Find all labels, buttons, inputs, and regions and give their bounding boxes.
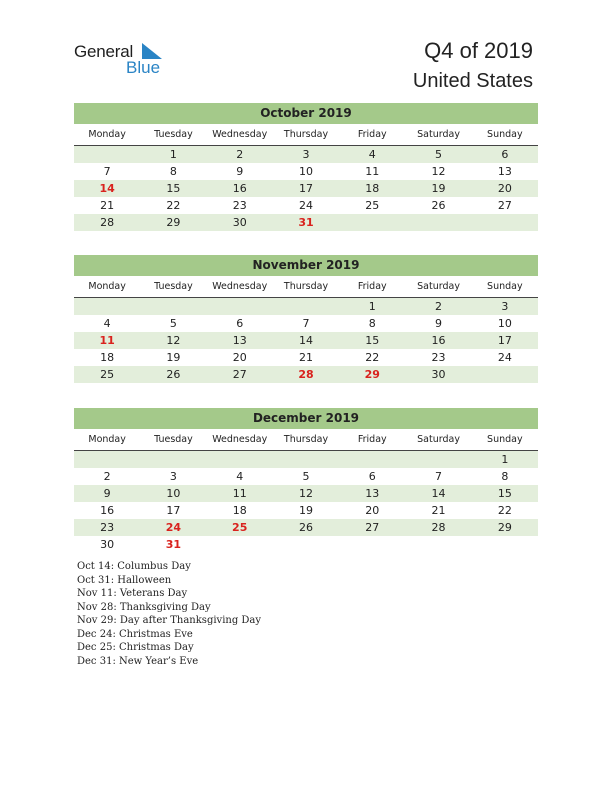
week-row	[74, 214, 538, 231]
weekday-label: Wednesday	[212, 129, 268, 140]
day-cell: 12	[166, 334, 181, 347]
month-november	[74, 255, 538, 383]
holiday-entry: Oct 14: Columbus Day	[77, 561, 191, 572]
weekday-label: Wednesday	[212, 281, 268, 292]
holiday-day-cell: 24	[165, 521, 182, 534]
day-cell	[207, 536, 273, 553]
week-row	[74, 298, 538, 315]
day-cell: 5	[169, 317, 177, 330]
day-cell: 29	[497, 521, 512, 534]
week-row	[74, 519, 538, 536]
day-cell: 5	[435, 148, 443, 161]
day-cell: 3	[169, 470, 177, 483]
weekday-label: Saturday	[417, 129, 460, 140]
day-cell	[74, 298, 140, 315]
weekday-label: Thursday	[283, 129, 329, 140]
day-cell: 19	[166, 351, 181, 364]
day-cell: 22	[365, 351, 380, 364]
month-title: December 2019	[74, 408, 538, 429]
day-cell: 23	[232, 199, 247, 212]
weekday-label: Tuesday	[154, 129, 193, 140]
quarter-title: Q4 of 2019	[424, 38, 533, 63]
day-cell	[472, 366, 538, 383]
day-cell	[74, 451, 140, 468]
day-cell: 17	[166, 504, 181, 517]
day-cell: 22	[497, 504, 512, 517]
day-cell: 17	[497, 334, 512, 347]
day-cell: 21	[100, 199, 115, 212]
day-cell: 13	[497, 165, 512, 178]
week-row	[74, 163, 538, 180]
day-cell	[405, 214, 471, 231]
day-cell: 7	[302, 317, 310, 330]
day-cell: 24	[298, 199, 313, 212]
day-cell	[273, 536, 339, 553]
holiday-day-cell: 29	[364, 368, 380, 381]
day-cell: 29	[166, 216, 181, 229]
day-cell	[472, 536, 538, 553]
holiday-entry: Nov 28: Thanksgiving Day	[77, 601, 211, 613]
logo-blue-text: Blue	[126, 58, 161, 77]
day-cell: 16	[100, 504, 115, 517]
day-cell: 19	[431, 182, 446, 195]
day-cell: 1	[169, 148, 177, 161]
day-cell	[140, 451, 206, 468]
weekday-label: Monday	[88, 281, 126, 292]
weekday-label: Tuesday	[154, 281, 193, 292]
day-cell: 10	[166, 487, 181, 500]
day-cell: 15	[365, 334, 380, 347]
holiday-entry: Dec 31: New Year’s Eve	[77, 655, 199, 667]
day-cell: 11	[365, 165, 380, 178]
day-cell: 25	[365, 199, 380, 212]
day-cell: 17	[298, 182, 313, 195]
weekday-header-row	[74, 126, 538, 146]
day-cell: 7	[103, 165, 111, 178]
day-cell: 18	[232, 504, 247, 517]
day-cell: 3	[501, 300, 509, 313]
day-cell: 12	[298, 487, 313, 500]
holiday-entry: Dec 24: Christmas Eve	[77, 628, 193, 640]
day-cell: 10	[497, 317, 512, 330]
day-cell: 6	[368, 470, 376, 483]
week-row	[74, 468, 538, 485]
logo-general-text: General	[74, 42, 134, 61]
day-cell: 21	[431, 504, 446, 517]
day-cell: 22	[166, 199, 181, 212]
week-row	[74, 315, 538, 332]
day-cell: 8	[169, 165, 177, 178]
day-cell: 9	[236, 165, 244, 178]
weekday-label: Sunday	[487, 281, 523, 292]
holiday-entry: Dec 25: Christmas Day	[77, 642, 194, 653]
day-cell: 30	[100, 538, 115, 551]
holiday-list	[77, 560, 261, 668]
month-title: October 2019	[74, 103, 538, 124]
day-cell: 15	[497, 487, 512, 500]
week-row	[74, 451, 538, 468]
holiday-day-cell: 11	[99, 334, 115, 347]
day-cell: 30	[431, 368, 446, 381]
weekday-label: Monday	[88, 434, 126, 445]
day-cell: 4	[103, 317, 111, 330]
day-cell: 30	[232, 216, 247, 229]
day-cell: 26	[298, 521, 313, 534]
weekday-label: Saturday	[417, 434, 460, 445]
day-cell	[273, 298, 339, 315]
day-cell	[339, 536, 405, 553]
day-cell: 14	[298, 334, 313, 347]
day-cell: 21	[298, 351, 313, 364]
weekday-label: Friday	[357, 129, 387, 140]
day-cell: 6	[236, 317, 244, 330]
day-cell: 27	[232, 368, 247, 381]
logo	[74, 40, 174, 78]
day-cell: 4	[236, 470, 244, 483]
day-cell: 6	[501, 148, 509, 161]
week-row	[74, 146, 538, 163]
day-cell: 25	[100, 368, 115, 381]
day-cell: 27	[365, 521, 380, 534]
month-december	[74, 408, 538, 553]
week-row	[74, 332, 538, 349]
day-cell: 18	[365, 182, 380, 195]
weekday-label: Friday	[357, 434, 387, 445]
day-cell: 16	[232, 182, 247, 195]
day-cell	[339, 214, 405, 231]
weekday-label: Tuesday	[154, 434, 193, 445]
day-cell: 16	[431, 334, 446, 347]
holiday-day-cell: 14	[99, 182, 115, 195]
day-cell: 2	[103, 470, 111, 483]
week-row	[74, 180, 538, 197]
day-cell: 28	[100, 216, 115, 229]
day-cell	[405, 536, 471, 553]
day-cell: 3	[302, 148, 310, 161]
day-cell: 13	[232, 334, 247, 347]
day-cell: 23	[100, 521, 115, 534]
holiday-entry: Oct 31: Halloween	[77, 574, 172, 586]
day-cell: 13	[365, 487, 380, 500]
day-cell: 27	[497, 199, 512, 212]
weekday-label: Thursday	[283, 281, 329, 292]
week-row	[74, 502, 538, 519]
day-cell: 11	[232, 487, 247, 500]
holiday-day-cell: 25	[232, 521, 248, 534]
day-cell: 20	[232, 351, 247, 364]
day-cell: 26	[166, 368, 181, 381]
day-cell: 8	[368, 317, 376, 330]
day-cell: 10	[298, 165, 313, 178]
holiday-entry: Nov 11: Veterans Day	[77, 588, 188, 599]
day-cell: 14	[431, 487, 446, 500]
holiday-day-cell: 28	[298, 368, 314, 381]
day-cell: 8	[501, 470, 509, 483]
day-cell: 26	[431, 199, 446, 212]
weekday-label: Wednesday	[212, 434, 268, 445]
day-cell	[207, 451, 273, 468]
day-cell	[273, 451, 339, 468]
day-cell	[405, 451, 471, 468]
country-name: United States	[412, 70, 533, 92]
weekday-label: Sunday	[487, 434, 523, 445]
day-cell: 1	[501, 453, 509, 466]
day-cell: 15	[166, 182, 181, 195]
weekday-header-row	[74, 431, 538, 451]
weekday-label: Saturday	[417, 281, 460, 292]
day-cell: 19	[298, 504, 313, 517]
weekday-label: Sunday	[487, 129, 523, 140]
day-cell: 1	[368, 300, 376, 313]
week-row	[74, 485, 538, 502]
holiday-day-cell: 31	[298, 216, 314, 229]
weekday-header-row	[74, 278, 538, 298]
day-cell: 28	[431, 521, 446, 534]
day-cell: 18	[100, 351, 115, 364]
day-cell: 9	[435, 317, 443, 330]
day-cell: 20	[365, 504, 380, 517]
day-cell: 9	[103, 487, 111, 500]
day-cell	[339, 451, 405, 468]
week-row	[74, 197, 538, 214]
day-cell	[207, 298, 273, 315]
day-cell: 23	[431, 351, 446, 364]
month-title: November 2019	[74, 255, 538, 276]
day-cell: 12	[431, 165, 446, 178]
weekday-label: Friday	[357, 281, 387, 292]
day-cell: 2	[236, 148, 244, 161]
weekday-label: Thursday	[283, 434, 329, 445]
day-cell: 7	[435, 470, 443, 483]
day-cell	[472, 214, 538, 231]
week-row	[74, 349, 538, 366]
day-cell: 20	[497, 182, 512, 195]
holiday-day-cell: 31	[165, 538, 182, 551]
day-cell: 4	[368, 148, 376, 161]
week-row	[74, 366, 538, 383]
day-cell: 24	[497, 351, 512, 364]
day-cell	[140, 298, 206, 315]
weekday-label: Monday	[88, 129, 126, 140]
day-cell: 2	[435, 300, 443, 313]
day-cell	[74, 146, 140, 163]
week-row	[74, 536, 538, 553]
holiday-entry: Nov 29: Day after Thanksgiving Day	[77, 615, 262, 626]
day-cell: 5	[302, 470, 310, 483]
month-october	[74, 103, 538, 231]
